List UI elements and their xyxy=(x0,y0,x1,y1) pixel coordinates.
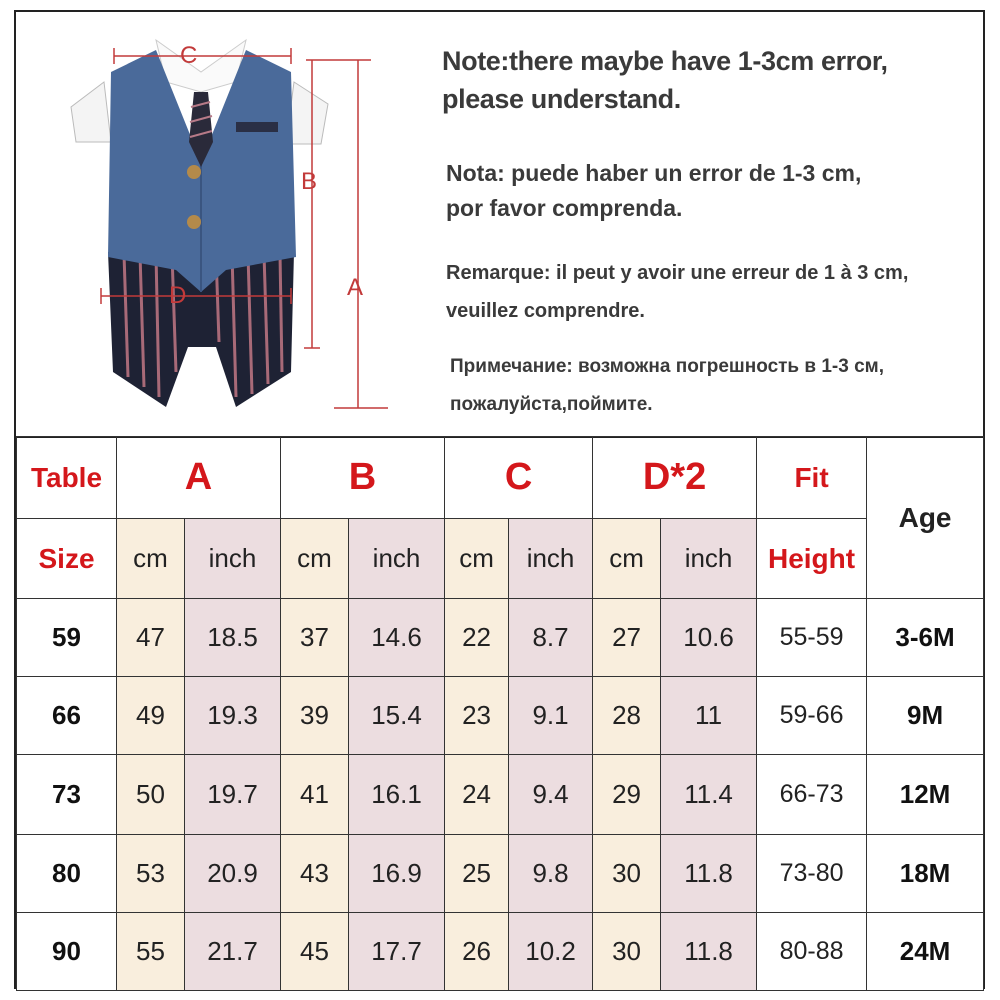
measure-cell: 11.8 xyxy=(661,913,757,991)
age-cell: 24M xyxy=(867,913,984,991)
table-row xyxy=(17,755,984,835)
measure-cell: 10.6 xyxy=(661,599,757,677)
table-row xyxy=(17,835,984,913)
table-row xyxy=(17,677,984,755)
table-row xyxy=(17,599,984,677)
measure-label-d: D xyxy=(169,282,187,309)
measure-cell: 8.7 xyxy=(509,599,593,677)
measure-cell: 11.8 xyxy=(661,835,757,913)
fit-height-cell: 73-80 xyxy=(757,835,867,913)
measure-cell: 24 xyxy=(445,755,509,835)
measure-cell: 10.2 xyxy=(509,913,593,991)
unit-cm: cm xyxy=(445,519,509,599)
age-cell: 12M xyxy=(867,755,984,835)
measure-cell: 16.9 xyxy=(349,835,445,913)
group-b-header: B xyxy=(281,437,445,519)
size-cell: 90 xyxy=(17,913,117,991)
measure-cell: 18.5 xyxy=(185,599,281,677)
measure-cell: 37 xyxy=(281,599,349,677)
group-a-header: A xyxy=(117,437,281,519)
corner-top: Table xyxy=(17,437,117,519)
error-notes xyxy=(442,12,987,436)
unit-cm: cm xyxy=(117,519,185,599)
measure-cell: 17.7 xyxy=(349,913,445,991)
age-cell: 18M xyxy=(867,835,984,913)
size-cell: 66 xyxy=(17,677,117,755)
fit-header-bottom: Height xyxy=(757,519,867,599)
unit-inch: inch xyxy=(509,519,593,599)
measure-cell: 29 xyxy=(593,755,661,835)
measure-cell: 45 xyxy=(281,913,349,991)
header-row-units xyxy=(17,519,984,599)
measure-cell: 9.1 xyxy=(509,677,593,755)
measure-cell: 39 xyxy=(281,677,349,755)
group-d-header: D*2 xyxy=(593,437,757,519)
note-russian: Примечание: возможна погрешность в 1-3 см, пожалуйста,поймите. xyxy=(450,356,884,415)
fit-height-cell: 59-66 xyxy=(757,677,867,755)
romper-illustration xyxy=(16,12,436,436)
measure-cell: 55 xyxy=(117,913,185,991)
table-row xyxy=(17,913,984,991)
fit-height-cell: 80-88 xyxy=(757,913,867,991)
header-row-groups xyxy=(17,437,984,519)
measure-cell: 25 xyxy=(445,835,509,913)
measure-cell: 16.1 xyxy=(349,755,445,835)
size-cell: 59 xyxy=(17,599,117,677)
measure-cell: 9.8 xyxy=(509,835,593,913)
measure-cell: 21.7 xyxy=(185,913,281,991)
measure-cell: 41 xyxy=(281,755,349,835)
group-c-header: C xyxy=(445,437,593,519)
size-cell: 80 xyxy=(17,835,117,913)
measure-label-a: A xyxy=(347,274,364,301)
note-english: Note:there maybe have 1-3cm error, please understand. xyxy=(442,46,888,114)
measure-cell: 47 xyxy=(117,599,185,677)
size-cell: 73 xyxy=(17,755,117,835)
measure-cell: 26 xyxy=(445,913,509,991)
measure-cell: 30 xyxy=(593,913,661,991)
measure-cell: 20.9 xyxy=(185,835,281,913)
measure-cell: 43 xyxy=(281,835,349,913)
unit-cm: cm xyxy=(281,519,349,599)
measure-label-b: B xyxy=(301,168,318,195)
garment-diagram xyxy=(16,12,436,436)
unit-inch: inch xyxy=(349,519,445,599)
measure-cell: 30 xyxy=(593,835,661,913)
measure-cell: 27 xyxy=(593,599,661,677)
unit-inch: inch xyxy=(185,519,281,599)
measure-cell: 22 xyxy=(445,599,509,677)
fit-height-cell: 66-73 xyxy=(757,755,867,835)
measure-cell: 11 xyxy=(661,677,757,755)
measure-cell: 49 xyxy=(117,677,185,755)
measure-label-c: C xyxy=(180,42,198,69)
measure-cell: 15.4 xyxy=(349,677,445,755)
measure-cell: 19.7 xyxy=(185,755,281,835)
unit-cm: cm xyxy=(593,519,661,599)
measure-cell: 9.4 xyxy=(509,755,593,835)
fit-height-cell: 55-59 xyxy=(757,599,867,677)
fit-header-top: Fit xyxy=(757,437,867,519)
top-section xyxy=(16,12,983,438)
age-cell: 9M xyxy=(867,677,984,755)
measure-cell: 23 xyxy=(445,677,509,755)
measure-cell: 19.3 xyxy=(185,677,281,755)
measure-cell: 14.6 xyxy=(349,599,445,677)
size-table xyxy=(16,436,984,991)
note-spanish: Nota: puede haber un error de 1-3 cm, por favor comprenda. xyxy=(446,160,862,221)
measure-cell: 50 xyxy=(117,755,185,835)
unit-inch: inch xyxy=(661,519,757,599)
measure-cell: 53 xyxy=(117,835,185,913)
age-cell: 3-6M xyxy=(867,599,984,677)
measure-cell: 11.4 xyxy=(661,755,757,835)
age-header: Age xyxy=(867,437,984,599)
corner-bottom: Size xyxy=(17,519,117,599)
size-chart-frame xyxy=(14,10,985,989)
size-rows xyxy=(17,599,984,991)
note-french: Remarque: il peut y avoir une erreur de 1 à 3 cm, veuillez comprendre. xyxy=(446,262,909,322)
measure-cell: 28 xyxy=(593,677,661,755)
